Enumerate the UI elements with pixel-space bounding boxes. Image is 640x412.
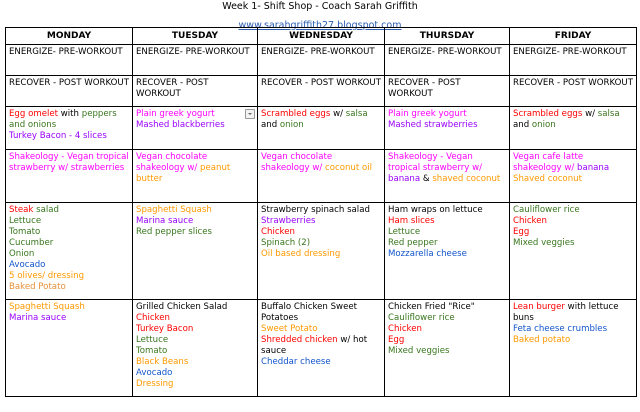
- food-item-text: Shredded chicken: [261, 335, 341, 345]
- meal-line: [388, 324, 506, 335]
- meal-line: [261, 357, 381, 368]
- meal-line: [513, 324, 633, 335]
- day-header-friday: FRIDAY: [510, 28, 637, 45]
- food-item-text: Ham wraps on lettuce: [388, 205, 483, 215]
- meal-line: [9, 249, 129, 260]
- shake-row: [6, 150, 637, 203]
- food-item-text: w/ hot sauce: [261, 335, 368, 356]
- food-item-text: Spinach (2): [261, 238, 311, 248]
- meal-line: [261, 205, 381, 216]
- cell-tuesday[interactable]: [133, 45, 258, 76]
- food-item-text: Spaghetti Squash: [136, 205, 212, 215]
- food-item-text: Mashed strawberries: [388, 120, 478, 130]
- food-item-text: shaved coconut: [432, 174, 501, 184]
- food-item-text: ENERGIZE- PRE-WORKOUT: [513, 47, 627, 57]
- food-item-text: RECOVER - POST WORKOUT: [261, 78, 381, 88]
- food-item-text: Strawberries: [261, 216, 316, 226]
- food-item-text: Shaved coconut: [513, 174, 582, 184]
- food-item-text: Vegan chocolate shakeology w/: [136, 152, 208, 173]
- meal-line: [513, 47, 633, 58]
- meal-line: [388, 216, 506, 227]
- meal-line: [9, 152, 129, 174]
- food-item-text: Turkey Bacon: [136, 324, 194, 334]
- food-item-text: Baked Potato: [9, 282, 66, 292]
- meal-line: [136, 368, 254, 379]
- meal-line: [513, 238, 633, 249]
- cell-tuesday[interactable]: [133, 107, 258, 150]
- cell-friday[interactable]: [510, 150, 637, 203]
- meal-line: [388, 205, 506, 216]
- food-item-text: Oil based dressing: [261, 249, 341, 259]
- cell-tuesday[interactable]: [133, 300, 258, 397]
- food-item-text: and onions: [9, 120, 57, 130]
- cell-wednesday[interactable]: [258, 76, 385, 107]
- meal-line: [136, 313, 254, 324]
- meal-line: [513, 152, 633, 174]
- food-item-text: Mashed blackberries: [136, 120, 225, 130]
- food-item-text: Steak: [9, 205, 37, 215]
- meal-line: [136, 205, 254, 216]
- meal-line: [388, 346, 506, 357]
- cell-monday[interactable]: [6, 150, 133, 203]
- meal-line: [9, 216, 129, 227]
- meal-line: [513, 302, 633, 324]
- food-item-text: ENERGIZE- PRE-WORKOUT: [9, 47, 123, 57]
- food-item-text: ENERGIZE- PRE-WORKOUT: [261, 47, 375, 57]
- meal-line: [136, 357, 254, 368]
- food-item-text: RECOVER - POST WORKOUT: [388, 78, 461, 99]
- day-header-tuesday: TUESDAY: [133, 28, 258, 45]
- food-item-text: banana: [388, 174, 421, 184]
- food-item-text: Scrambled eggs: [261, 109, 334, 119]
- food-item-text: Mozzarella cheese: [388, 249, 467, 259]
- meal-line: [136, 78, 254, 100]
- food-item-text: Ham slices: [388, 216, 435, 226]
- food-item-text: salsa: [345, 109, 368, 119]
- cell-wednesday[interactable]: [258, 300, 385, 397]
- meal-line: [261, 227, 381, 238]
- food-item-text: ENERGIZE- PRE-WORKOUT: [388, 47, 502, 57]
- cell-tuesday[interactable]: [133, 203, 258, 300]
- meal-line: [513, 78, 633, 89]
- food-item-text: Egg: [388, 335, 405, 345]
- food-item-text: Shakeology - Vegan tropical strawberry w/: [388, 152, 482, 173]
- meal-line: [261, 249, 381, 260]
- meal-line: [388, 152, 506, 185]
- food-item-text: Shakeology - Vegan tropical strawberry w/ strawberries: [9, 152, 129, 173]
- meal-line: [388, 238, 506, 249]
- cell-thursday[interactable]: [385, 203, 510, 300]
- food-item-text: Marina sauce: [136, 216, 194, 226]
- meal-line: [9, 131, 129, 142]
- day-header-row: [6, 28, 637, 45]
- meal-line: [136, 379, 254, 390]
- food-item-text: Red pepper slices: [136, 227, 213, 237]
- day-header-wednesday: WEDNESDAY: [258, 28, 385, 45]
- cell-thursday[interactable]: [385, 300, 510, 397]
- meal-line: [513, 216, 633, 227]
- meal-line: [261, 324, 381, 335]
- dropdown-arrow-icon[interactable]: [245, 109, 255, 119]
- meal-line: [9, 302, 129, 313]
- meal-line: [136, 335, 254, 346]
- meal-line: [9, 227, 129, 238]
- food-item-text: Red pepper: [388, 238, 438, 248]
- food-item-text: onion: [279, 120, 304, 130]
- food-item-text: salsa: [597, 109, 620, 119]
- food-item-text: Cucumber: [9, 238, 54, 248]
- food-item-text: and: [261, 120, 280, 130]
- meal-line: [136, 302, 254, 313]
- breakfast-row: [6, 107, 637, 150]
- food-item-text: Vegan chocolate shakeology w/: [261, 152, 333, 173]
- energize-row: [6, 45, 637, 76]
- food-item-text: Tomato: [9, 227, 41, 237]
- meal-line: [136, 109, 254, 120]
- meal-line: [513, 335, 633, 346]
- meal-line: [513, 227, 633, 238]
- food-item-text: Cauliflower rice: [388, 313, 455, 323]
- cell-friday[interactable]: [510, 107, 637, 150]
- food-item-text: RECOVER - POST WORKOUT: [9, 78, 129, 88]
- food-item-text: ENERGIZE- PRE-WORKOUT: [136, 47, 250, 57]
- food-item-text: Avocado: [136, 368, 173, 378]
- food-item-text: and: [513, 120, 532, 130]
- food-item-text: Mixed veggies: [388, 346, 450, 356]
- meal-line: [261, 335, 381, 357]
- cell-friday[interactable]: [510, 300, 637, 397]
- food-item-text: 5 olives/ dressing: [9, 271, 85, 281]
- meal-line: [261, 238, 381, 249]
- cell-wednesday[interactable]: [258, 107, 385, 150]
- meal-line: [388, 109, 506, 120]
- food-item-text: Strawberry spinach salad: [261, 205, 370, 215]
- meal-line: [261, 152, 381, 174]
- food-item-text: Grilled Chicken Salad: [136, 302, 228, 312]
- food-item-text: Dressing: [136, 379, 174, 389]
- food-item-text: Avocado: [9, 260, 46, 270]
- cell-wednesday[interactable]: [258, 203, 385, 300]
- meal-line: [388, 249, 506, 260]
- food-item-text: &: [420, 174, 433, 184]
- food-item-text: with: [60, 109, 82, 119]
- food-item-text: Black Beans: [136, 357, 189, 367]
- meal-line: [9, 238, 129, 249]
- meal-line: [9, 313, 129, 324]
- food-item-text: with lettuce buns: [513, 302, 619, 323]
- food-item-text: RECOVER - POST WORKOUT: [513, 78, 633, 88]
- recover-row: [6, 76, 637, 107]
- meal-line: [9, 271, 129, 282]
- meal-line: [136, 324, 254, 335]
- meal-line: [9, 109, 129, 131]
- food-item-text: Egg: [513, 227, 530, 237]
- food-item-text: Chicken: [513, 216, 547, 226]
- lunch-row: [6, 203, 637, 300]
- food-item-text: Plain greek yogurt: [136, 109, 215, 119]
- food-item-text: Cheddar cheese: [261, 357, 331, 367]
- food-item-text: Scrambled eggs: [513, 109, 586, 119]
- dinner-row: [6, 300, 637, 397]
- cell-tuesday[interactable]: [133, 76, 258, 107]
- food-item-text: Lettuce: [388, 227, 421, 237]
- meal-line: [261, 302, 381, 324]
- meal-line: [388, 302, 506, 313]
- meal-line: [136, 346, 254, 357]
- food-item-text: Baked potato: [513, 335, 571, 345]
- food-item-text: Lettuce: [136, 335, 169, 345]
- meal-line: [261, 78, 381, 89]
- meal-line: [388, 120, 506, 131]
- cell-friday[interactable]: [510, 76, 637, 107]
- food-item-text: banana: [576, 163, 610, 173]
- food-item-text: peanut butter: [136, 163, 231, 184]
- day-header-monday: MONDAY: [6, 28, 133, 45]
- meal-line: [513, 174, 633, 185]
- food-item-text: Marina sauce: [9, 313, 67, 323]
- meal-line: [388, 47, 506, 58]
- cell-thursday[interactable]: [385, 150, 510, 203]
- cell-monday[interactable]: [6, 45, 133, 76]
- meal-line: [513, 109, 633, 131]
- food-item-text: Egg omelet: [9, 109, 61, 119]
- cell-thursday[interactable]: [385, 76, 510, 107]
- cell-wednesday[interactable]: [258, 150, 385, 203]
- food-item-text: Vegan cafe latte shakeology w/: [513, 152, 584, 173]
- meal-line: [388, 227, 506, 238]
- meal-line: [9, 282, 129, 293]
- food-item-text: Buffalo Chicken Sweet Potatoes: [261, 302, 358, 323]
- meal-line: [261, 109, 381, 131]
- meal-line: [9, 78, 129, 89]
- food-item-text: w/: [333, 109, 346, 119]
- meal-plan-body: [6, 45, 637, 397]
- meal-line: [261, 216, 381, 227]
- food-item-text: Lean burger: [513, 302, 568, 312]
- cell-monday[interactable]: [6, 203, 133, 300]
- page-title: Week 1- Shift Shop - Coach Sarah Griffith: [222, 1, 418, 12]
- cell-wednesday[interactable]: [258, 45, 385, 76]
- meal-line: [136, 152, 254, 185]
- food-item-text: Lettuce: [9, 216, 42, 226]
- meal-line: [9, 205, 129, 216]
- cell-friday[interactable]: [510, 203, 637, 300]
- food-item-text: Chicken: [388, 324, 422, 334]
- cell-thursday[interactable]: [385, 107, 510, 150]
- blog-link[interactable]: www.sarahgriffith27.blogspot.com: [238, 20, 402, 31]
- meal-line: [388, 78, 506, 100]
- meal-line: [136, 216, 254, 227]
- meal-line: [9, 47, 129, 58]
- food-item-text: Sweet Potato: [261, 324, 318, 334]
- food-item-text: peppers: [81, 109, 117, 119]
- meal-line: [9, 260, 129, 271]
- meal-line: [136, 227, 254, 238]
- food-item-text: RECOVER - POST WORKOUT: [136, 78, 209, 99]
- meal-plan-table: [5, 27, 637, 397]
- meal-line: [136, 120, 254, 131]
- food-item-text: Feta cheese crumbles: [513, 324, 608, 334]
- day-header-thursday: THURSDAY: [385, 28, 510, 45]
- food-item-text: Onion: [9, 249, 35, 259]
- meal-line: [513, 205, 633, 216]
- food-item-text: Spaghetti Squash: [9, 302, 85, 312]
- food-item-text: Chicken Fried "Rice": [388, 302, 475, 312]
- cell-monday[interactable]: [6, 76, 133, 107]
- meal-line: [388, 335, 506, 346]
- food-item-text: Cauliflower rice: [513, 205, 580, 215]
- food-item-text: Chicken: [261, 227, 295, 237]
- food-item-text: salad: [36, 205, 59, 215]
- food-item-text: Turkey Bacon - 4 slices: [9, 131, 107, 141]
- cell-monday[interactable]: [6, 300, 133, 397]
- food-item-text: w/: [585, 109, 598, 119]
- cell-tuesday[interactable]: [133, 150, 258, 203]
- cell-thursday[interactable]: [385, 45, 510, 76]
- food-item-text: coconut oil: [324, 163, 372, 173]
- food-item-text: Chicken: [136, 313, 170, 323]
- food-item-text: Tomato: [136, 346, 168, 356]
- meal-line: [261, 47, 381, 58]
- food-item-text: Mixed veggies: [513, 238, 575, 248]
- food-item-text: onion: [531, 120, 556, 130]
- meal-line: [388, 313, 506, 324]
- food-item-text: Plain greek yogurt: [388, 109, 467, 119]
- sheet-header: [0, 0, 640, 31]
- cell-monday[interactable]: [6, 107, 133, 150]
- meal-line: [136, 47, 254, 58]
- cell-friday[interactable]: [510, 45, 637, 76]
